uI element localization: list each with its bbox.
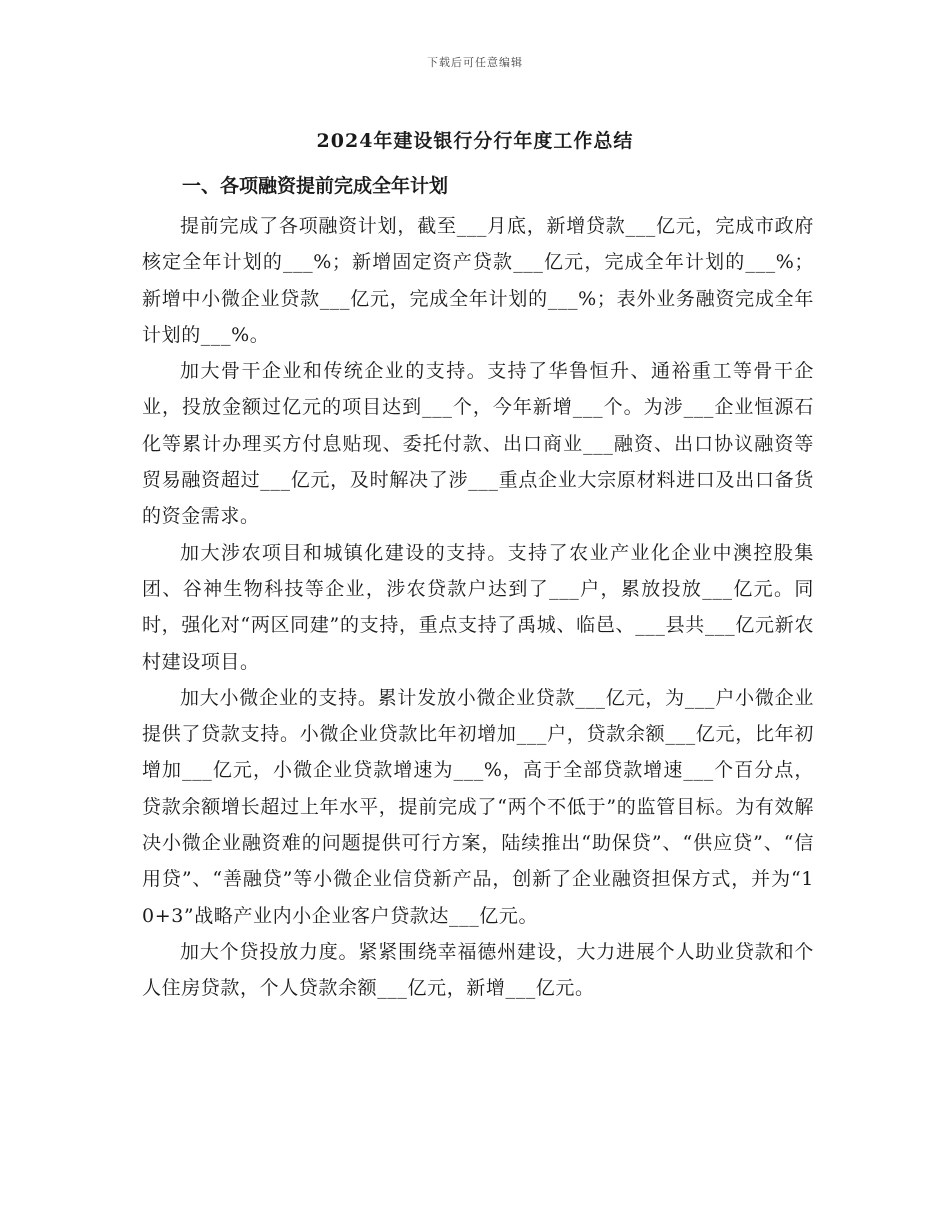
paragraph-financing-plan: 提前完成了各项融资计划，截至___月底，新增贷款___亿元，完成市政府核定全年计划的___%；新增固定资产贷款___亿元，完成全年计划的___%；新增中小微企业贷款___亿元，完成全年计划的___%；表外业务融资完成全年计划的___%。 bbox=[142, 215, 814, 346]
document-title: 2024年建设银行分行年度工作总结 bbox=[316, 130, 634, 152]
paragraph-small-micro-enterprises: 加大小微企业的支持。累计发放小微企业贷款___亿元，为___户小微企业提供了贷款支持。小微企业贷款比年初增加___户，贷款余额___亿元，比年初增加___亿元，小微企业贷款增速为___%，高于全部贷款增速___个百分点，贷款余额增长超过上年水平，提前完成了“两个不低于”的监管目标。为有效解决小微企业融资难的问题提供可行方案，陆续推出“助保贷”、“供应贷”、“信用贷”、“善融贷”等小微企业信贷新产品，创新了企业融资担保方式，并为“10+3”战略产业内小企业客户贷款达___亿元。 bbox=[142, 686, 814, 927]
paragraph-key-enterprises: 加大骨干企业和传统企业的支持。支持了华鲁恒升、通裕重工等骨干企业，投放金额过亿元的项目达到___个，今年新增___个。为涉___企业恒源石化等累计办理买方付息贴现、委托付款、出口商业___融资、出口协议融资等贸易融资超过___亿元，及时解决了涉___重点企业大宗原材料进口及出口备货的资金需求。 bbox=[142, 360, 814, 528]
document-body bbox=[142, 168, 814, 1007]
paragraph-personal-loans: 加大个贷投放力度。紧紧围绕幸福德州建设，大力进展个人助业贷款和个人住房贷款，个人贷款余额___亿元，新增___亿元。 bbox=[142, 940, 814, 1000]
header-note: 下载后可任意编辑 bbox=[427, 56, 523, 69]
paragraph-agriculture-urbanization: 加大涉农项目和城镇化建设的支持。支持了农业产业化企业中澳控股集团、谷神生物科技等企业，涉农贷款户达到了___户，累放投放___亿元。同时，强化对“两区同建”的支持，重点支持了禹城、临邑、___县共___亿元新农村建设项目。 bbox=[142, 541, 814, 673]
section-heading: 一、各项融资提前完成全年计划 bbox=[182, 175, 449, 197]
